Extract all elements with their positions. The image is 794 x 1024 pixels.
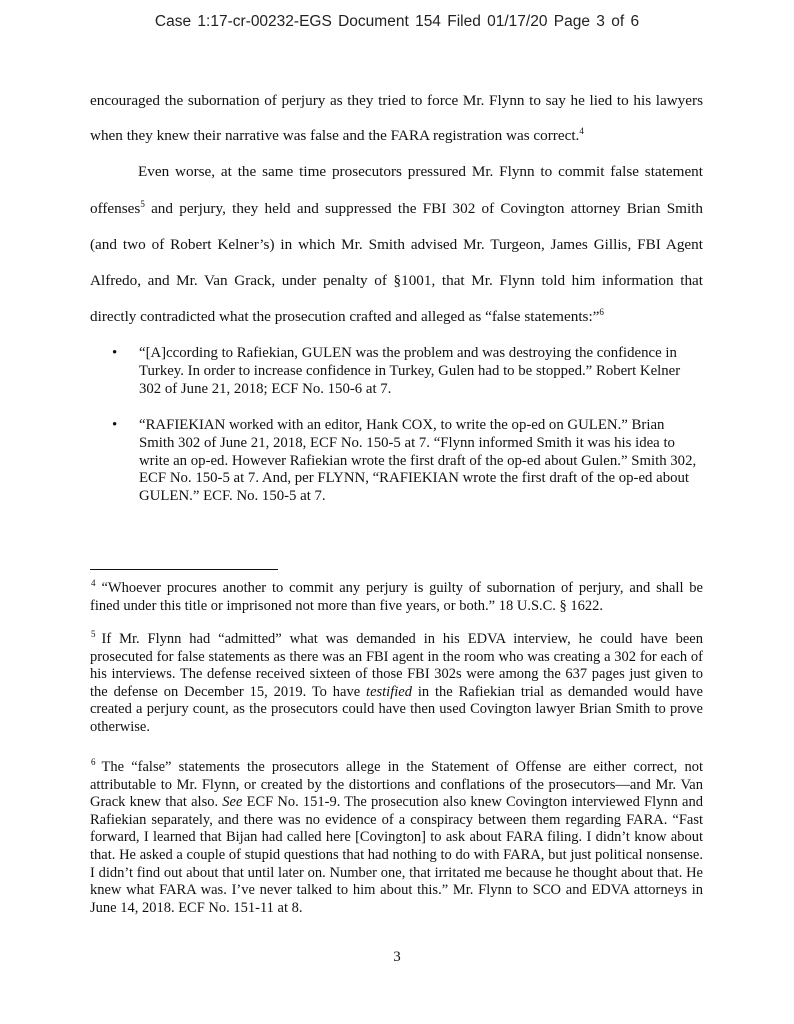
footnote-number: 6 <box>91 757 96 767</box>
footnote-italic: See <box>222 794 243 811</box>
footnote-ref: 6 <box>599 307 604 317</box>
page-number: 3 <box>393 949 401 965</box>
body-line: Alfredo, and Mr. Van Grack, under penalty of §1001, that Mr. Flynn told him information that <box>90 272 703 289</box>
body-text: and perjury, they held and suppressed the FBI 302 of Covington attorney Brian Smith <box>144 200 703 217</box>
body-text: offenses <box>90 200 141 217</box>
body-line <box>90 127 584 145</box>
footnote-6 <box>90 759 703 917</box>
body-line <box>90 308 604 326</box>
bullet-item <box>112 417 702 506</box>
footnote-5 <box>90 631 703 737</box>
body-line: (and two of Robert Kelner’s) in which Mr. Smith advised Mr. Turgeon, James Gillis, FBI Agent <box>90 236 703 253</box>
bullet-item <box>112 345 702 398</box>
footnote-text: If Mr. Flynn had “admitted” what was demanded in his EDVA interview, he could have been prosecuted for false statements as there was an FBI agent in the room who was creating a 302 for each of his interviews. The defense received sixteen of those FBI 302s were among the 637 pages just given to the defense on December 15, 2019. To have <box>90 631 703 700</box>
footnote-4 <box>90 580 703 615</box>
footnote-ref: 5 <box>140 199 145 209</box>
footnote-separator <box>90 569 278 570</box>
footnote-number: 4 <box>91 578 96 588</box>
body-text: when they knew their narrative was false and the FARA registration was correct. <box>90 127 580 144</box>
bullet-dot-icon: • <box>112 345 118 361</box>
body-line: encouraged the subornation of perjury as they tried to force Mr. Flynn to say he lied to his lawyers <box>90 92 703 109</box>
footnote-text: in the Rafiekian trial as demanded would have created a perjury count, as the prosecutors could have then used Covington lawyer Brian Smith to prove otherwise. <box>90 683 703 735</box>
body-text: directly contradicted what the prosecution crafted and alleged as “false statements:” <box>90 308 600 325</box>
body-line: Even worse, at the same time prosecutors pressured Mr. Flynn to commit false statement <box>138 163 703 180</box>
footnote-text: The “false” statements the prosecutors allege in the Statement of Offense are either correct, not attributable to Mr. Flynn, or created by the distortions and conflations of the prosecutors—and Mr. Van Grack knew that also. <box>90 759 703 811</box>
footnote-ref: 4 <box>579 126 584 136</box>
body-line <box>90 200 703 218</box>
footnote-number: 5 <box>91 629 96 639</box>
bullet-text: “RAFIEKIAN worked with an editor, Hank COX, to write the op-ed on GULEN.” Brian Smith 302 of June 21, 2018, ECF No. 150-5 at 7. “Flynn informed Smith it was his idea to write an op-ed. However Rafiekian wrote the first draft of the op-ed about Gulen.” Smith 302, ECF No. 150-5 at 7. And, per FLYNN, “RAFIEKIAN wrote the first draft of the op-ed about GULEN.” ECF. No. 150-5 at 7. <box>139 417 697 505</box>
case-header: Case 1:17-cr-00232-EGS Document 154 Filed 01/17/20 Page 3 of 6 <box>154 13 640 30</box>
bullet-dot-icon: • <box>112 417 118 433</box>
footnote-text: “Whoever procures another to commit any perjury is guilty of subornation of perjury, and shall be fined under this title or imprisoned not more than five years, or both.” 18 U.S.C. § 1622. <box>90 580 703 614</box>
footnote-text: ECF No. 151-9. The prosecution also knew Covington interviewed Flynn and Rafiekian separately, and there was no evidence of a conspiracy between them regarding FARA. “Fast forward, I learned that Bijan had called here [Covington] to ask about FARA filing. I didn’t know about that. He asked a couple of stupid questions that had nothing to do with FARA, but just political nonsense. I didn’t find out about that until later on. Number one, that irritated me because he thought about that. He knew what FARA was. I’ve never talked to him about this.” Mr. Flynn to SCO and EDVA attorneys in June 14, 2018. ECF No. 151-11 at 8. <box>90 794 703 916</box>
footnote-italic: testified <box>366 683 412 700</box>
bullet-text: “[A]ccording to Rafiekian, GULEN was the problem and was destroying the confidence in Turkey. In order to increase confidence in Turkey, Gulen had to be stopped.” Robert Kelner 302 of June 21, 2018; ECF No. 150-6 at 7. <box>139 345 681 397</box>
